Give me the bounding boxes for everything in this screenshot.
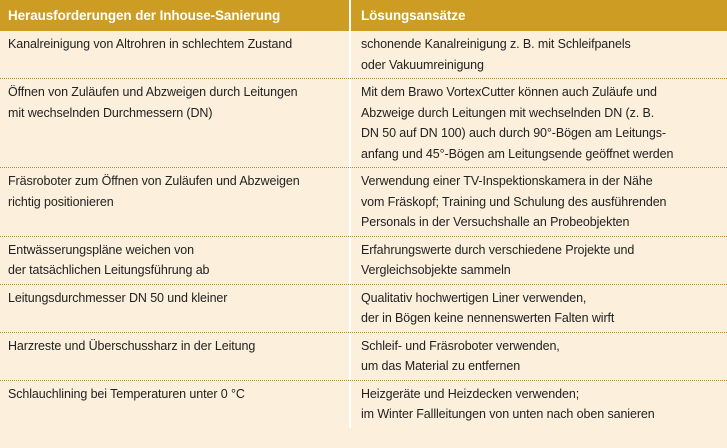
table-row [0,78,727,167]
solution-cell: Schleif- und Fräsroboter verwenden, um das Material zu entfernen [361,338,560,373]
challenge-cell: Leitungsdurchmesser DN 50 und kleiner [0,285,351,332]
table-row [0,284,727,332]
table-row [0,332,727,380]
solution-cell: Heizgeräte und Heizdecken verwenden; im Winter Fallleitungen von unten nach oben sanieren [361,386,655,421]
table-row [0,380,727,428]
solution-cell: Mit dem Brawo VortexCutter können auch Zuläufe und Abzweige durch Leitungen mit wechselnden DN (z. B. DN 50 auf DN 100) auch durch 90°-Bögen am Leitungs- anfang und 45°-Bögen am Leitungsende geöffnet werden [361,85,674,161]
challenge-cell: Entwässerungspläne weichen von der tatsächlichen Leitungsführung ab [0,237,351,284]
challenge-cell: Kanalreinigung von Altrohren in schlechtem Zustand [0,31,351,78]
solution-cell: schonende Kanalreinigung z. B. mit Schleifpanels oder Vakuumreinigung [361,37,631,72]
solution-cell: Qualitativ hochwertigen Liner verwenden, der in Bögen keine nennenswerten Falten wirft [361,290,615,325]
solution-cell: Erfahrungswerte durch verschiedene Projekte und Vergleichsobjekte sammeln [361,242,635,277]
challenge-cell: Harzreste und Überschussharz in der Leitung [0,333,351,380]
table-row [0,31,727,78]
challenge-cell: Fräsroboter zum Öffnen von Zuläufen und Abzweigen richtig positionieren [0,168,351,236]
table-row [0,236,727,284]
header-solutions: Lösungsansätze [361,8,466,23]
challenge-cell: Öffnen von Zuläufen und Abzweigen durch Leitungen mit wechselnden Durchmessern (DN) [0,79,351,167]
header-challenges: Herausforderungen der Inhouse-Sanierung [0,0,351,31]
solution-cell: Verwendung einer TV-Inspektionskamera in der Nähe vom Fräskopf; Training und Schulung des ausführenden Personals in der Versuchshalle an Probeobjekten [361,174,667,229]
table-row [0,167,727,236]
table-header [0,0,727,31]
challenge-cell: Schlauchlining bei Temperaturen unter 0 °C [0,381,351,428]
